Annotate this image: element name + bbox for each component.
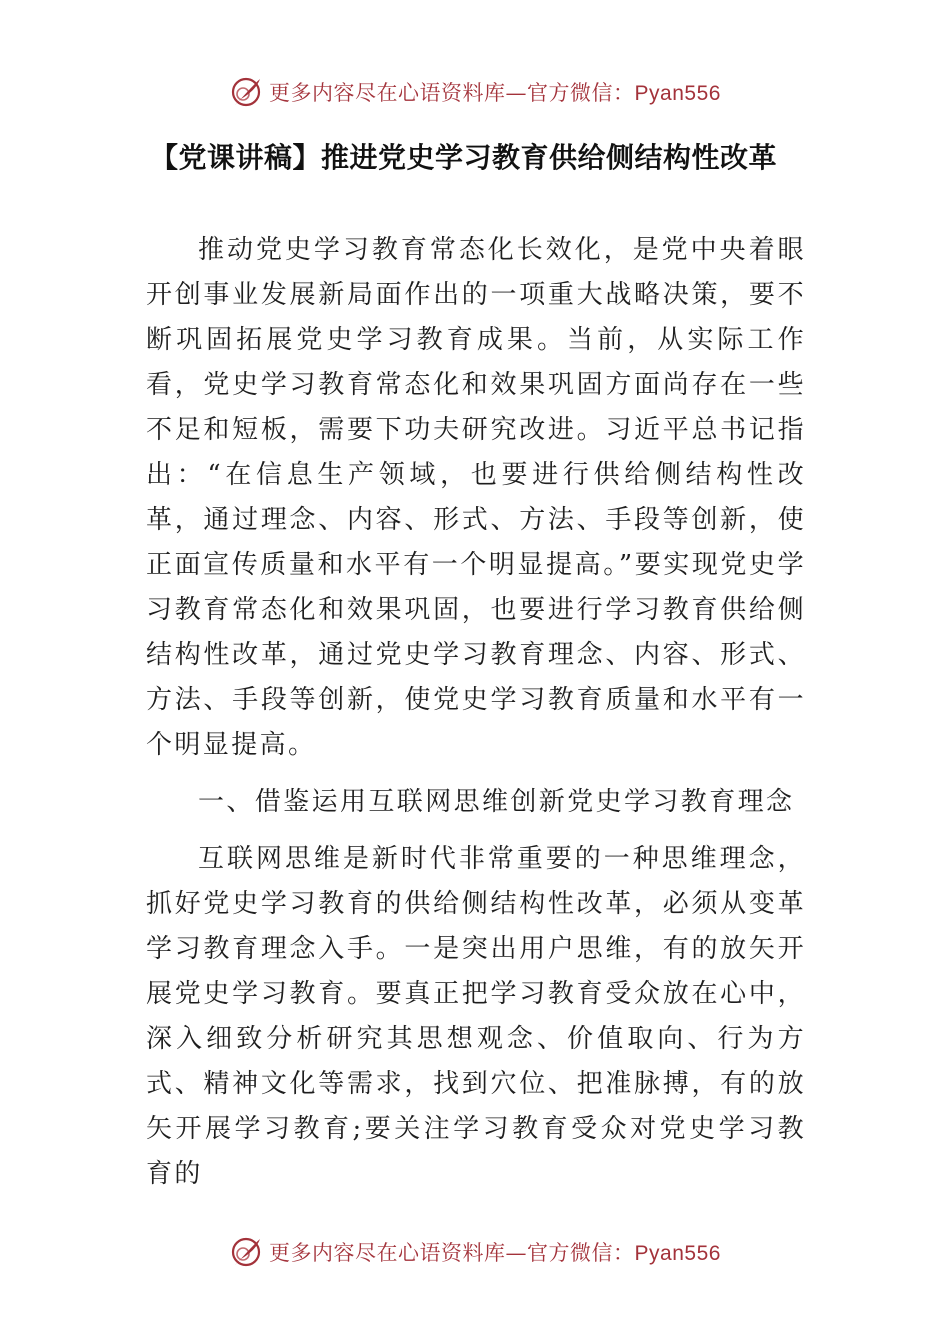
document-body <box>146 228 806 1197</box>
paragraph-section-1: 互联网思维是新时代非常重要的一种思维理念，抓好党史学习教育的供给侧结构性改革，必须从变革学习教育理念入手。一是突出用户思维，有的放矢开展党史学习教育。要真正把学习教育受众放在心中，深入细致分析研究其思想观念、价值取向、行为方式、精神文化等需求，找到穴位、把准脉搏，有的放矢开展学习教育;要关注学习教育受众对党史学习教育的 <box>146 844 806 1189</box>
footer-banner <box>0 1232 950 1272</box>
banner-text: 更多内容尽在心语资料库—官方微信：Pyan556 <box>269 81 721 105</box>
feather-circle-logo-icon <box>229 1235 263 1269</box>
header-banner <box>0 72 950 112</box>
feather-circle-logo-icon <box>229 75 263 109</box>
banner-text: 更多内容尽在心语资料库—官方微信：Pyan556 <box>269 1241 721 1265</box>
section-heading-1: 一、借鉴运用互联网思维创新党史学习教育理念 <box>198 787 795 817</box>
paragraph-intro: 推动党史学习教育常态化长效化，是党中央着眼开创事业发展新局面作出的一项重大战略决策，要不断巩固拓展党史学习教育成果。当前，从实际工作看，党史学习教育常态化和效果巩固方面尚存在一些不足和短板，需要下功夫研究改进。习近平总书记指出：“在信息生产领域，也要进行供给侧结构性改革，通过理念、内容、形式、方法、手段等创新，使正面宣传质量和水平有一个明显提高。”要实现党史学习教育常态化和效果巩固，也要进行学习教育供给侧结构性改革，通过党史学习教育理念、内容、形式、方法、手段等创新，使党史学习教育质量和水平有一个明显提高。 <box>146 235 806 760</box>
page-title: 【党课讲稿】推进党史学习教育供给侧结构性改革 <box>150 141 778 174</box>
